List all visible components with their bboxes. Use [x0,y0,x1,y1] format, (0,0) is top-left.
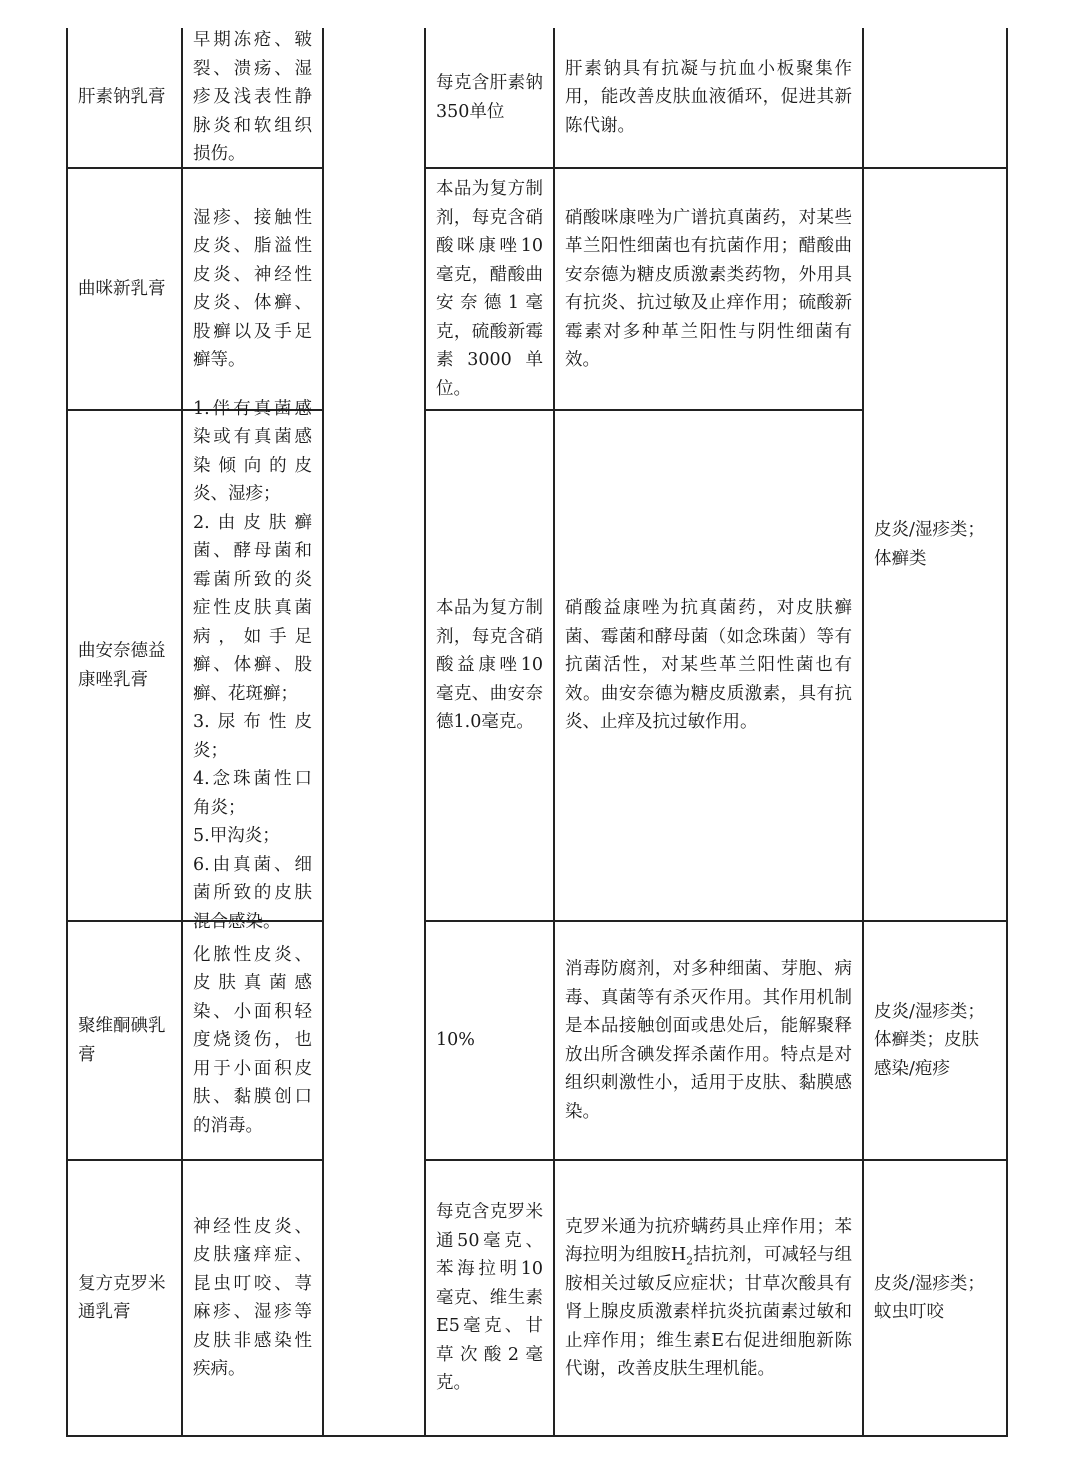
spec-cell [426,411,553,920]
grid-line [322,28,324,1437]
pharmacology-text: 硝酸咪康唑为广谱抗真菌药，对某些革兰阳性细菌也有抗菌作用；醋酸曲安奈德为糖皮质激素类药物，外用具有抗炎、抗过敏及止痒作用；硫酸新霉素对多种革兰阳性与阴性细菌有效。 [565,207,852,370]
drug-name: 复方克罗米通乳膏 [78,1273,166,1322]
indication-text: 早期冻疮、皲裂、溃疡、湿疹及浅表性静脉炎和软组织损伤。 [193,30,312,165]
pharmacology-text: 硝酸益康唑为抗真菌药，对皮肤癣菌、霉菌和酵母菌（如念珠菌）等有抗菌活性，对某些革兰阳性菌也有效。曲安奈德为糖皮质激素，具有抗炎、止痒及抗过敏作用。 [565,598,852,733]
drug-name-cell [68,28,181,167]
spec-cell [426,1161,553,1435]
indication-cell [183,169,322,409]
indication-text: 神经性皮炎、皮肤瘙痒症、昆虫叮咬、荨麻疹、湿疹等皮肤非感染性疾病。 [193,1216,312,1379]
pharmacology-text: 肝素钠具有抗凝与抗血小板聚集作用，能改善皮肤血液循环，促进其新陈代谢。 [565,58,852,136]
spec-text: 本品为复方制剂，每克含硝酸益康唑10毫克、曲安奈德1.0毫克。 [436,598,543,733]
pharmacology-cell [555,922,862,1159]
grid-line [66,1435,1008,1437]
category-cell [864,169,1006,920]
pharmacology-cell [555,169,862,409]
spec-text: 10% [436,1030,475,1051]
indication-item: 2.由皮肤癣菌、酵母菌和霉菌所致的炎症性皮肤真菌病，如手足癣、体癣、股癣、花斑癣； [193,512,312,704]
indication-text: 湿疹、接触性皮炎、脂溢性皮炎、神经性皮炎、体癣、股癣以及手足癣等。 [193,207,312,370]
subscript-text: 2 [686,1254,694,1268]
pharmacology-cell [555,1161,862,1435]
indication-cell [183,922,322,1159]
pharmacology-text [565,1213,852,1384]
pharmacology-cell [555,28,862,167]
drug-name-cell [68,411,181,920]
spec-cell [426,169,553,409]
drug-name-cell [68,1161,181,1435]
indication-item: 5.甲沟炎； [193,826,280,847]
indication-item: 6.由真菌、细菌所致的皮肤混合感染。 [193,854,312,932]
category-text: 皮炎/湿疹类；体癣类；皮肤感染/疱疹 [874,1001,985,1079]
drug-name: 聚维酮碘乳膏 [78,1016,166,1065]
spec-text: 每克含克罗米通50毫克、苯海拉明10毫克、维生素E5毫克、甘草次酸2毫克。 [436,1202,543,1394]
indication-cell [183,398,322,932]
pharmacology-part: 拮抗剂，可减轻与组胺相关过敏反应症状；甘草次酸具有肾上腺皮质激素样抗炎抗菌素过敏和止痒作用；维生素E右促进细胞新陈代谢，改善皮肤生理机能。 [565,1245,852,1379]
category-cell [864,922,1006,1159]
drug-name: 曲咪新乳膏 [78,278,166,299]
indication-list [193,395,312,937]
pharmacology-part: 克罗米通为抗疥螨药具止痒作用；苯海拉明为组胺H [565,1216,852,1265]
category-text: 皮炎/湿疹类；蚊虫叮咬 [874,1273,985,1322]
spec-text: 本品为复方制剂，每克含硝酸咪康唑10毫克，醋酸曲安奈德1毫克，硫酸新霉素3000单位。 [436,179,543,399]
grid-line [1006,28,1008,1437]
indication-text: 化脓性皮炎、皮肤真菌感染、小面积轻度烧烫伤，也用于小面积皮肤、黏膜创口的消毒。 [193,944,312,1136]
indication-item: 4.念珠菌性口角炎； [193,769,312,818]
drug-name-cell [68,922,181,1159]
indication-item: 1.伴有真菌感染或有真菌感染倾向的皮炎、湿疹； [193,398,312,505]
category-cell [864,1161,1006,1435]
pharmacology-cell [555,411,862,920]
drug-name-cell [68,169,181,409]
spec-cell [426,922,553,1159]
indication-cell [183,1161,322,1435]
drug-name: 曲安奈德益康唑乳膏 [78,641,166,690]
indication-item: 3.尿布性皮炎； [193,712,312,761]
pharmacology-text: 消毒防腐剂，对多种细菌、芽胞、病毒、真菌等有杀灭作用。其作用机制是本品接触创面或患处后，能解聚释放出所含碘发挥杀菌作用。特点是对组织刺激性小，适用于皮肤、黏膜感染。 [565,959,852,1122]
spec-cell [426,28,553,167]
drug-name: 肝素钠乳膏 [78,87,166,108]
spec-text: 每克含肝素钠350单位 [436,73,543,122]
category-text: 皮炎/湿疹类；体癣类 [874,520,985,569]
indication-cell [183,28,322,167]
